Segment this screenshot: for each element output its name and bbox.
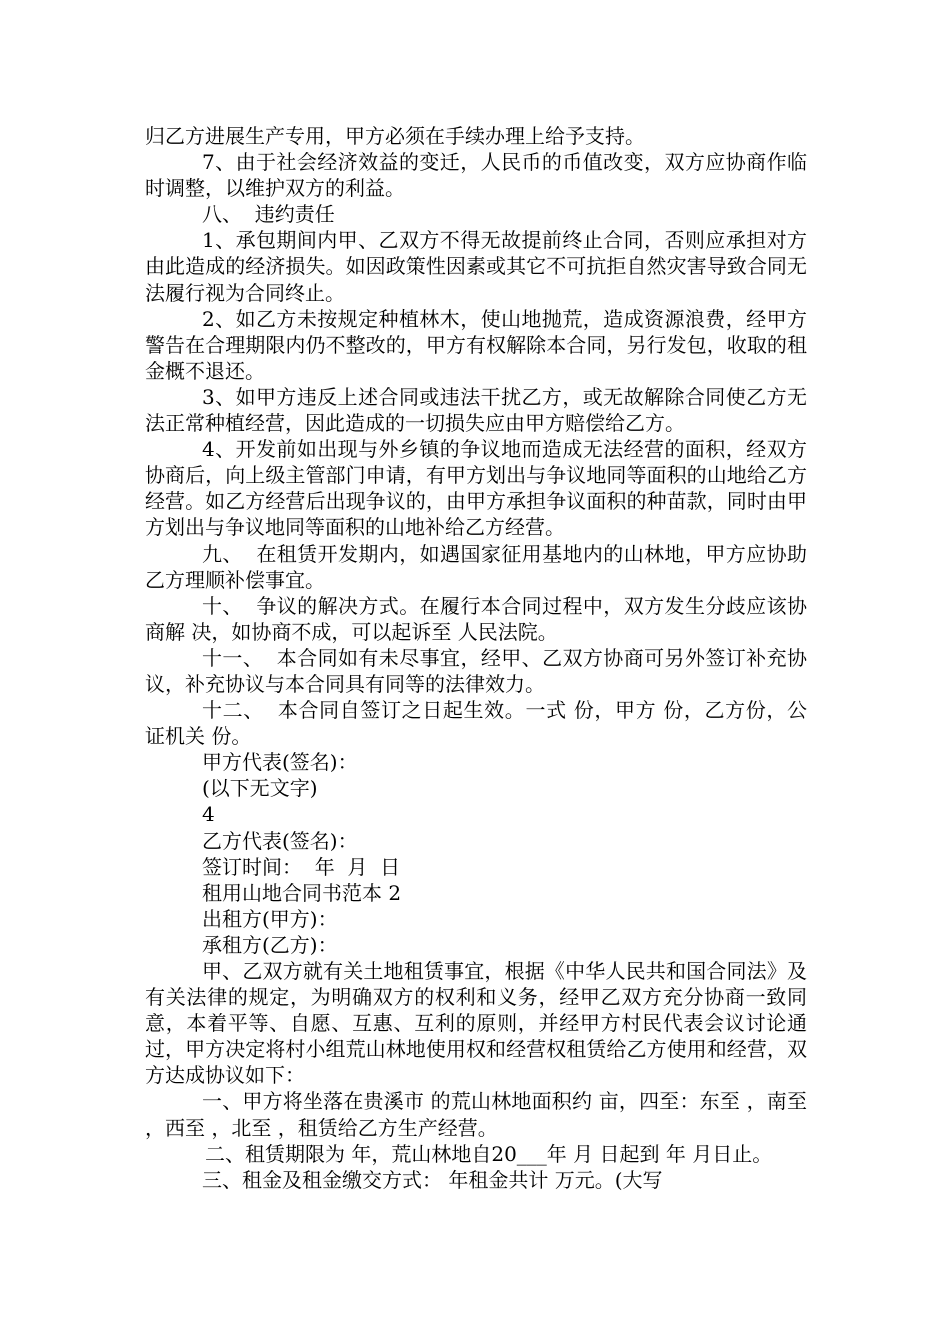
note-line: (以下无文字) <box>202 776 318 801</box>
date-line: 签订时间： 年 月 日 <box>202 854 401 879</box>
paragraph: 一、甲方将坐落在贵溪市 的荒山林地面积约 亩，四至：东至 ，南至 ，西至 ，北至 ，租赁给乙方生产经营。 <box>145 1089 814 1140</box>
paragraph: 九、 在租赁开发期内，如遇国家征用基地内的山林地，甲方应协助乙方理顺补偿事宜。 <box>145 541 807 592</box>
paragraph: 十一、 本合同如有未尽事宜，经甲、乙双方协商可另外签订补充协议，补充协议与本合同具有同等的法律效力。 <box>145 645 807 696</box>
paragraph: 7、由于社会经济效益的变迁，人民币的币值改变，双方应协商作临时调整，以维护双方的利益。 <box>145 150 807 201</box>
signature-line: 乙方代表(签名)： <box>202 828 358 853</box>
paragraph: 1、承包期间内甲、乙双方不得无故提前终止合同，否则应承担对方由此造成的经济损失。如因政策性因素或其它不可抗拒自然灾害导致合同无法履行视为合同终止。 <box>145 228 807 305</box>
signature-line: 甲方代表(签名)： <box>202 750 358 775</box>
paragraph: 4、开发前如出现与外乡镇的争议地而造成无法经营的面积，经双方协商后，向上级主管部门申请，有甲方划出与争议地同等面积的山地给乙方经营。如乙方经营后出现争议的，由甲方承担争议面积的种苗款，同时由甲方划出与争议地同等面积的山地补给乙方经营。 <box>145 437 807 540</box>
paragraph: 3、如甲方违反上述合同或违法干扰乙方，或无故解除合同使乙方无法正常种植经营，因此造成的一切损失应由甲方赔偿给乙方。 <box>145 384 807 436</box>
paragraph: 十二、 本合同自签订之日起生效。一式 份，甲方 份，乙方份，公证机关 份。 <box>145 698 807 749</box>
paragraph: 2、如乙方未按规定种植林木，使山地抛荒，造成资源浪费，经甲方警告在合理期限内仍不整改的，甲方有权解除本合同，另行发包，收取的租金概不退还。 <box>145 306 807 383</box>
party-line: 承租方(乙方)： <box>202 932 338 957</box>
paragraph: 甲、乙双方就有关土地租赁事宜，根据《中华人民共和国合同法》及有关法律的规定，为明确双方的权利和义务，经甲乙双方充分协商一致同意，本着平等、自愿、互惠、互利的原则，并经甲方村民代表会议讨论通过，甲方决定将村小组荒山林地使用权和经营权租赁给乙方使用和经营，双方达成协议如下： <box>145 959 807 1088</box>
document-title: 租用山地合同书范本 2 <box>202 880 402 905</box>
party-line: 出租方(甲方)： <box>202 906 338 931</box>
section-heading: 八、 违约责任 <box>202 202 335 227</box>
page-number: 4 <box>202 802 215 827</box>
paragraph: 三、租金及租金缴交方式： 年租金共计 万元。(大写 <box>202 1167 663 1192</box>
document-body <box>145 123 814 1193</box>
paragraph: 二、租赁期限为 年，荒山林地自20___年 月 日起到 年 月日止。 <box>205 1141 773 1166</box>
paragraph: 十、 争议的解决方式。在履行本合同过程中，双方发生分歧应该协商解 决，如协商不成，可以起诉至 人民法院。 <box>145 593 807 644</box>
paragraph: 归乙方进展生产专用，甲方必须在手续办理上给予支持。 <box>145 124 645 148</box>
